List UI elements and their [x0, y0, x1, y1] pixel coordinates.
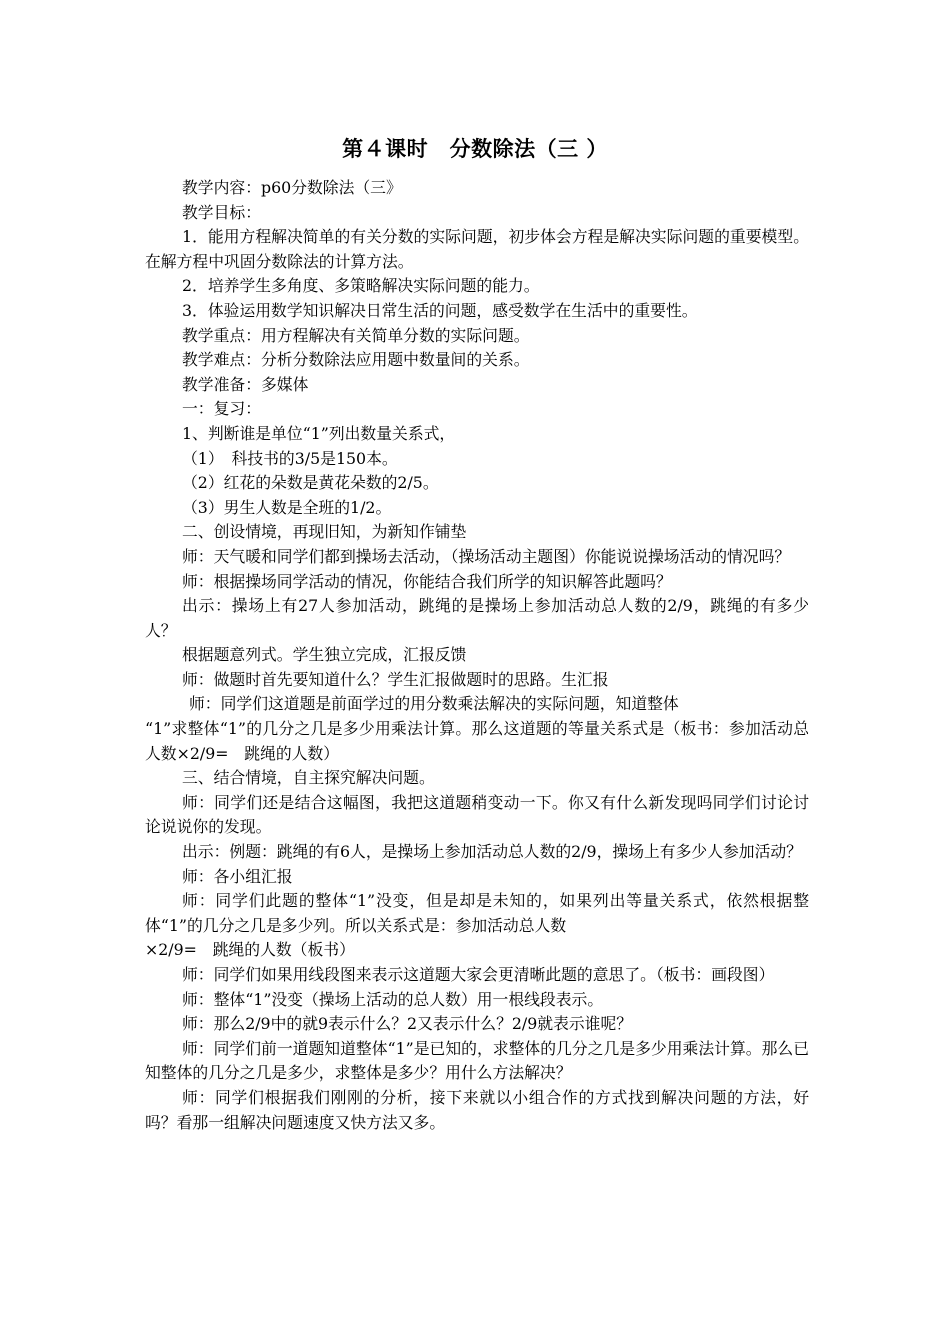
teaching-goals-heading: 教学目标： — [182, 202, 261, 222]
paragraph: 师：同学们此题的整体“1”没变，但是却是未知的，如果列出等量关系式，依然根据整体“1”的几分之几是多少列。所以关系式是：参加活动总人数 — [145, 891, 809, 935]
lesson-title: 第４课时 分数除法（三 ） — [342, 137, 608, 161]
lesson-body — [145, 176, 809, 1135]
section-review-heading: 一：复习： — [182, 399, 261, 419]
goal-1: 1．能用方程解决简单的有关分数的实际问题，初步体会方程是解决实际问题的重要模型。在解方程中巩固分数除法的计算方法。 — [145, 227, 809, 271]
review-question: 1、判断谁是单位“1”列出数量关系式， — [182, 423, 456, 443]
teaching-preparation: 教学准备：多媒体 — [182, 374, 309, 394]
review-item-1: （1） 科技书的3/5是150本。 — [182, 448, 398, 468]
paragraph: 师：同学们还是结合这幅图，我把这道题稍变动一下。你又有什么新发现吗同学们讨论讨论说说你的发现。 — [145, 792, 809, 837]
paragraph: 师：根据操场同学活动的情况，你能结合我们所学的知识解答此题吗？ — [182, 571, 672, 591]
paragraph: 出示：例题：跳绳的有6人，是操场上参加活动总人数的2/9，操场上有多少人参加活动？ — [182, 842, 802, 862]
paragraph: 出示：操场上有27人参加活动，跳绳的是操场上参加活动总人数的2/9，跳绳的有多少人？ — [145, 596, 809, 640]
paragraph: “1”求整体“1”的几分之几是多少用乘法计算。那么这道题的等量关系式是（板书：参加活动总人数×2/9= 跳绳的人数） — [145, 719, 809, 763]
paragraph: 师：同学们根据我们刚刚的分析，接下来就以小组合作的方式找到解决问题的方法，好吗？看那一组解决问题速度又快方法又多。 — [145, 1087, 809, 1132]
paragraph: 师：那么2/9中的就9表示什么？2又表示什么？2/9就表示谁呢？ — [182, 1014, 633, 1034]
review-item-3: （3）男生人数是全班的1/2。 — [182, 497, 392, 517]
review-item-2: （2）红花的朵数是黄花朵数的2/5。 — [182, 473, 439, 493]
teaching-difficulty: 教学难点：分析分数除法应用题中数量间的关系。 — [182, 350, 530, 370]
goal-3: 3．体验运用数学知识解决日常生活的问题，感受数学在生活中的重要性。 — [182, 300, 698, 320]
paragraph: 师：同学们这道题是前面学过的用分数乘法解决的实际问题，知道整体 — [189, 694, 679, 714]
paragraph: 根据题意列式。学生独立完成，汇报反馈 — [182, 645, 467, 665]
section-2-heading: 二、创设情境，再现旧知，为新知作铺垫 — [182, 522, 467, 542]
paragraph: ×2/9= 跳绳的人数（板书） — [145, 940, 355, 960]
section-3-heading: 三、结合情境，自主探究解决问题。 — [182, 768, 435, 788]
paragraph: 师：同学们前一道题知道整体“1”是已知的，求整体的几分之几是多少用乘法计算。那么已知整体的几分之几是多少，求整体是多少？用什么方法解决？ — [145, 1038, 809, 1083]
paragraph: 师：整体“1”没变（操场上活动的总人数）用一根线段表示。 — [182, 989, 604, 1009]
paragraph: 师：天气暖和同学们都到操场去活动，（操场活动主题图）你能说说操场活动的情况吗？ — [182, 546, 791, 566]
goal-2: 2．培养学生多角度、多策略解决实际问题的能力。 — [182, 276, 540, 296]
teaching-content: 教学内容：p60分数除法（三》 — [182, 178, 402, 197]
paragraph: 师：各小组汇报 — [182, 866, 293, 886]
paragraph: 师：同学们如果用线段图来表示这道题大家会更清晰此题的意思了。（板书：画段图） — [182, 965, 775, 984]
paragraph: 师：做题时首先要知道什么？学生汇报做题时的思路。生汇报 — [182, 669, 609, 689]
teaching-focus: 教学重点：用方程解决有关简单分数的实际问题。 — [182, 325, 530, 345]
